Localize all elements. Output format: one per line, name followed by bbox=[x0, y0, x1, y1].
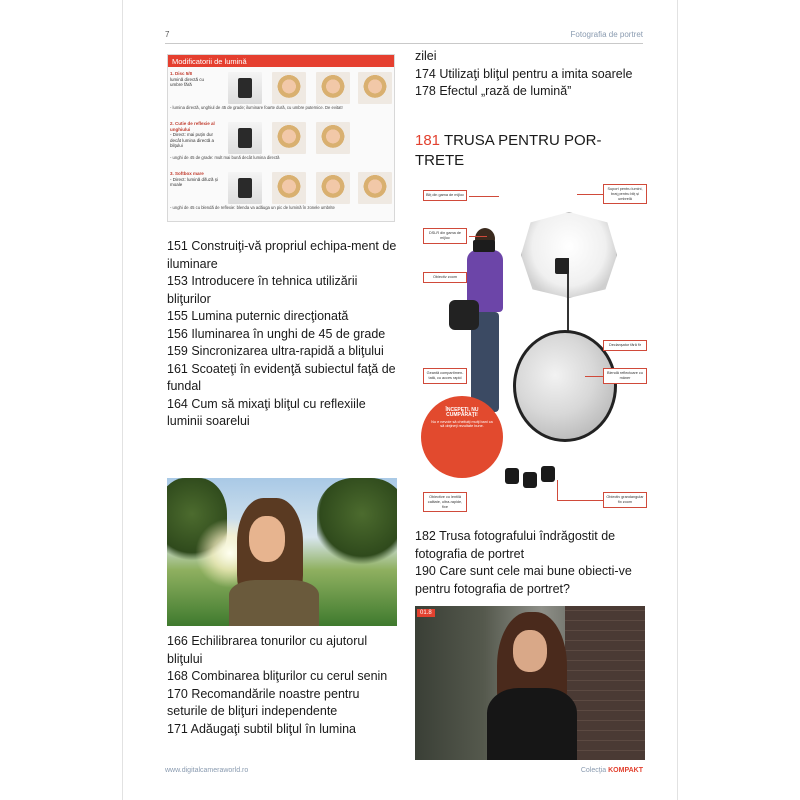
toc-item: 178 Efectul „rază de lumină” bbox=[415, 84, 572, 98]
kit-label: Bliţ din gama de mijloc bbox=[423, 190, 467, 201]
kit-label: Obiectiv zoom bbox=[423, 272, 467, 283]
tip-badge-text: Nu e nevoie să cheltuiţi mulţi bani ca să obţineţi rezultate bune. bbox=[431, 419, 493, 429]
modifier-desc: lumină directă cu umbre fără bbox=[170, 76, 205, 87]
right-toc-list-2 bbox=[415, 528, 647, 598]
left-toc-list bbox=[167, 238, 399, 431]
portrait-thumbnail bbox=[316, 172, 350, 204]
modifier-heading: 2. Cutie de reflexie al unghiului bbox=[170, 121, 215, 132]
page-header bbox=[165, 28, 643, 44]
toc-item: 190 Care sunt cele mai bune obiecti-ve pentru fotografia de portret? bbox=[415, 564, 632, 596]
modifier-row bbox=[170, 171, 394, 217]
modifier-row bbox=[170, 121, 394, 167]
modifier-text bbox=[170, 71, 218, 88]
portrait-thumbnail bbox=[358, 172, 392, 204]
collection-brand: KOMPAKT bbox=[608, 767, 643, 774]
portrait-kit-diagram bbox=[417, 180, 649, 520]
lens-icon bbox=[505, 468, 519, 484]
modifier-note: - unghi de 45 cu blendă de reflexie: blenda va adăuga un pic de lumină în zonele umbrite bbox=[170, 205, 335, 210]
umbrella-icon bbox=[521, 212, 617, 298]
woman-figure bbox=[229, 498, 319, 626]
equipment-thumbnail bbox=[228, 122, 262, 154]
tree-silhouette bbox=[317, 478, 397, 568]
toc-item: 164 Cum să mixaţi bliţul cu reflexiile luminii soarelui bbox=[167, 396, 366, 428]
page-number: 7 bbox=[165, 30, 170, 39]
left-toc-list-2 bbox=[167, 633, 399, 738]
modifier-text bbox=[170, 121, 218, 149]
toc-item: 166 Echilibrarea tonurilor cu ajutorul bliţului bbox=[167, 634, 368, 666]
section-name: Fotografia de portret bbox=[570, 30, 643, 39]
toc-item: 155 Lumina puternic direcţionată bbox=[167, 309, 349, 323]
flash-icon bbox=[555, 258, 569, 274]
kit-label: Suport pentru lumini, braţ pentru bliţ și umbrelă bbox=[603, 184, 647, 204]
lens-icon bbox=[523, 472, 537, 488]
camera-icon bbox=[473, 240, 495, 252]
kit-label: Declanşator fără fir bbox=[603, 340, 647, 351]
toc-item: 182 Trusa fotografului îndrăgostit de fotografia de portret bbox=[415, 529, 616, 561]
lens-icon bbox=[541, 466, 555, 482]
modifier-note: - unghi de 45 de grade: mult mai bună decât lumina directă bbox=[170, 155, 280, 160]
kit-label: DSLR din gama de mijloc bbox=[423, 228, 467, 244]
modifier-text bbox=[170, 171, 218, 188]
collection-prefix: Colecţia bbox=[580, 767, 607, 774]
light-modifiers-box bbox=[167, 54, 395, 222]
portrait-thumbnail bbox=[316, 122, 350, 154]
equipment-thumbnail bbox=[228, 72, 262, 104]
toc-item: 161 Scoateţi în evidenţă subiectul faţă de fundal bbox=[167, 361, 396, 393]
modifier-desc: - Direct: lumină difuză și moale bbox=[170, 176, 219, 187]
woman-figure bbox=[487, 612, 577, 760]
section-title: TRUSA PENTRU POR-TRETE bbox=[415, 132, 602, 169]
portrait-thumbnail bbox=[272, 172, 306, 204]
modifiers-title: Modificatorii de lumină bbox=[168, 55, 394, 67]
kit-label: Geantă compartimen-tată, cu acces rapid bbox=[423, 368, 467, 384]
portrait-thumbnail bbox=[272, 122, 306, 154]
modifier-note: - lumina directă, unghiul de 45 de grade; iluminare foarte dură, cu umbre puternice. De evitat! bbox=[170, 105, 343, 110]
kit-label: Obiective cu lentilă calitate, ultra-rapide, fixe bbox=[423, 492, 467, 512]
brick-wall bbox=[565, 606, 645, 760]
equipment-thumbnail bbox=[228, 172, 262, 204]
photo-tag: 01.8 bbox=[417, 609, 435, 617]
magazine-page bbox=[122, 0, 678, 800]
tip-badge bbox=[421, 396, 503, 478]
toc-item: 153 Introducere în tehnica utilizării bliţurilor bbox=[167, 274, 358, 306]
toc-item: zilei bbox=[415, 49, 437, 63]
section-number: 181 bbox=[415, 132, 441, 149]
toc-item: 151 Construiţi-vă propriul echipa-ment de iluminare bbox=[167, 239, 397, 271]
toc-item: 171 Adăugaţi subtil bliţul în lumina bbox=[167, 721, 357, 736]
toc-item: 168 Combinarea bliţurilor cu cerul senin bbox=[167, 669, 388, 683]
toc-item: 159 Sincronizarea ultra-rapidă a bliţului bbox=[167, 344, 384, 358]
portrait-thumbnail bbox=[358, 72, 392, 104]
portrait-thumbnail bbox=[272, 72, 306, 104]
toc-item: 170 Recomandările noastre pentru seturile de bliţuri independente bbox=[167, 686, 360, 718]
outdoor-portrait-photo bbox=[167, 478, 397, 626]
camera-bag-icon bbox=[449, 300, 479, 330]
tip-badge-title: ÎNCEPEŢI, NU CUMPĂRAŢI! bbox=[445, 407, 479, 418]
modifier-desc: - Direct: mai puțin dur decât lumina directă a bliţului bbox=[170, 132, 215, 148]
collection-name bbox=[581, 767, 643, 774]
section-heading bbox=[415, 131, 647, 171]
modifier-heading: 1. Disc 5/8 bbox=[170, 71, 193, 76]
portrait-thumbnail bbox=[316, 72, 350, 104]
kit-label: Obiectiv grandangular fix zoom bbox=[603, 492, 647, 508]
toc-item: 174 Utilizaţi bliţul pentru a imita soarele bbox=[415, 66, 633, 81]
right-toc-list bbox=[415, 48, 647, 101]
kit-label: Blendă reflectoare cu mâner bbox=[603, 368, 647, 384]
alley-portrait-photo bbox=[415, 606, 645, 760]
page-footer bbox=[165, 764, 643, 778]
toc-item: 156 Iluminarea în unghi de 45 de grade bbox=[167, 326, 386, 341]
modifier-heading: 3. Softbox mare bbox=[170, 171, 204, 176]
reflector-icon bbox=[513, 330, 617, 442]
modifier-row bbox=[170, 71, 394, 117]
website-url: www.digitalcameraworld.ro bbox=[165, 767, 249, 774]
